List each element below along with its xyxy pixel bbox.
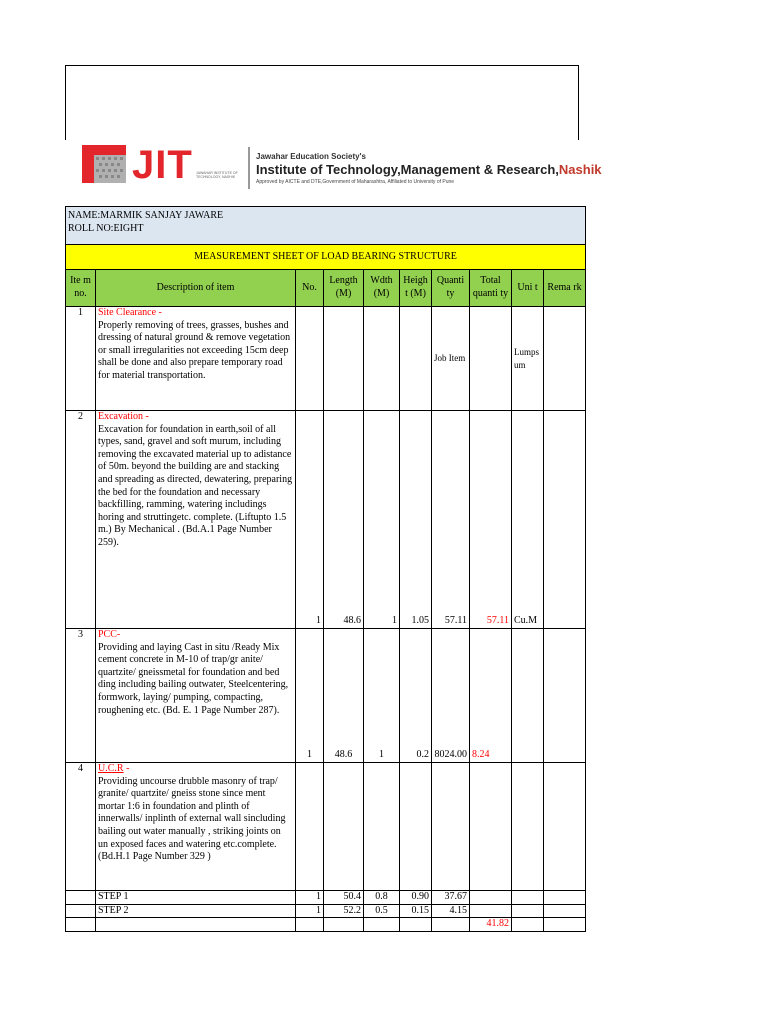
table-row [66, 763, 586, 891]
item-text: Providing and laying Cast in situ /Ready Mix cement concrete in M-10 of trap/gr anite/ quartzite/ gneissmetal for foundation and bed ding including bailing outwater, Steelcentering, formwork, laying/ pumping, compacting, roughening etc. (Bd. E. 1 Page Number 287). [98, 641, 289, 716]
jit-logo-text: JIT [132, 143, 193, 187]
table-row [66, 629, 586, 763]
header-row [66, 270, 586, 307]
col-length: Length (M) [324, 270, 364, 307]
item-title: Excavation - [98, 411, 149, 422]
society-name: Jawahar Education Society's [256, 152, 366, 161]
quantity-cell: 57.11 [432, 411, 470, 629]
table-row [66, 918, 586, 932]
item-no: 4 [66, 763, 96, 891]
length-cell: 52.2 [324, 904, 364, 918]
total-cell: 57.11 [470, 411, 512, 629]
quantity-cell: 4.15 [432, 904, 470, 918]
length-cell: 48.6 [324, 629, 364, 763]
length-cell: 50.4 [324, 891, 364, 905]
item-description [96, 629, 296, 763]
height-cell: 1.05 [400, 411, 432, 629]
height-cell: 0.2 [400, 629, 432, 763]
width-cell: 1 [364, 629, 400, 763]
no-cell: 1 [296, 904, 324, 918]
item-description [96, 411, 296, 629]
no-cell: 1 [296, 629, 324, 763]
sheet-title: MEASUREMENT SHEET OF LOAD BEARING STRUCTURE [66, 245, 586, 270]
width-cell: 1 [364, 411, 400, 629]
table-row [66, 904, 586, 918]
width-cell: 0.5 [364, 904, 400, 918]
student-roll: ROLL NO:EIGHT [68, 222, 144, 234]
item-title-line: U.C.R - [98, 763, 130, 774]
col-quantity: Quanti ty [432, 270, 470, 307]
quantity-cell: 8024.00 [432, 629, 470, 763]
height-cell: 0.15 [400, 904, 432, 918]
no-cell: 1 [296, 411, 324, 629]
banner-divider [248, 147, 250, 189]
top-blank-box [65, 65, 579, 140]
item-description [96, 307, 296, 411]
item-title: Site Clearance - [98, 307, 162, 318]
institute-name: Institute of Technology,Management & Research,Nashik [256, 162, 602, 177]
item-no: 1 [66, 307, 96, 411]
height-cell: 0.90 [400, 891, 432, 905]
jit-logo-subtitle: JAWAHAR INSTITUTE OF TECHNOLOGY, NASHIK [196, 171, 238, 179]
col-total: Total quanti ty [470, 270, 512, 307]
item-no: 2 [66, 411, 96, 629]
item-text: Properly removing of trees, grasses, bushes and dressing of natural ground & remove vegetation or small irregularities not exceeding 15cm deep shall be done and also prepare temporary road for material transportation. [98, 319, 291, 381]
col-no: No. [296, 270, 324, 307]
item-title: PCC- [98, 629, 121, 640]
width-cell: 0.8 [364, 891, 400, 905]
item-text: Excavation for foundation in earth,soil of all types, sand, gravel and soft murum, including removing the excavated material up to adistance of 50m. beyond the building are and stacking and spreading as directed, dewatering, preparing the bed for the foundation and necessary backfilling, ramming, watering includings horing and struttingetc. complete. (Liftupto 1.5 m.) By Mechanical . (Bd.A.1 Page Number 259). [98, 423, 293, 548]
total-cell: 8.24 [470, 629, 512, 763]
student-name: NAME:MARMIK SANJAY JAWARE [68, 210, 224, 221]
table-row [66, 891, 586, 905]
col-remark: Rema rk [544, 270, 586, 307]
item-no: 3 [66, 629, 96, 763]
table-row [66, 307, 586, 411]
measurement-table [65, 206, 586, 932]
item-description [96, 763, 296, 891]
approval-line: Approved by AICTE and DTE,Government of Maharashtra, Affiliated to University of Pune [256, 179, 455, 185]
col-height: Heigh t (M) [400, 270, 432, 307]
col-width: Wdth (M) [364, 270, 400, 307]
step-label: STEP 1 [96, 891, 296, 905]
col-unit: Uni t [512, 270, 544, 307]
total-cell: 41.82 [470, 918, 512, 932]
institute-banner [80, 143, 602, 193]
unit-cell: Cu.M [512, 411, 544, 629]
item-text: Providing uncourse drubble masonry of trap/ granite/ quartzite/ gneiss stone since ment mortar 1:6 in foundation and plinth of innerwalls/ inplinth of external wall sincluding bailing out water manually , striking joints on un exposed faces and watering etc.complete. (Bd.H.1 Page Number 329 ) [98, 775, 286, 863]
item-title: U.C.R [98, 763, 124, 774]
institute-city: Nashik [558, 162, 602, 177]
quantity-cell: 37.67 [432, 891, 470, 905]
unit-cell: Lumps um [512, 307, 544, 411]
col-item-no: Ite m no. [66, 270, 96, 307]
no-cell: 1 [296, 891, 324, 905]
table-row [66, 411, 586, 629]
jit-logo-mark-icon [80, 143, 130, 185]
step-label: STEP 2 [96, 904, 296, 918]
student-info-cell [66, 207, 586, 245]
quantity-cell: Job Item [432, 307, 470, 411]
col-description: Description of item [96, 270, 296, 307]
length-cell: 48.6 [324, 411, 364, 629]
